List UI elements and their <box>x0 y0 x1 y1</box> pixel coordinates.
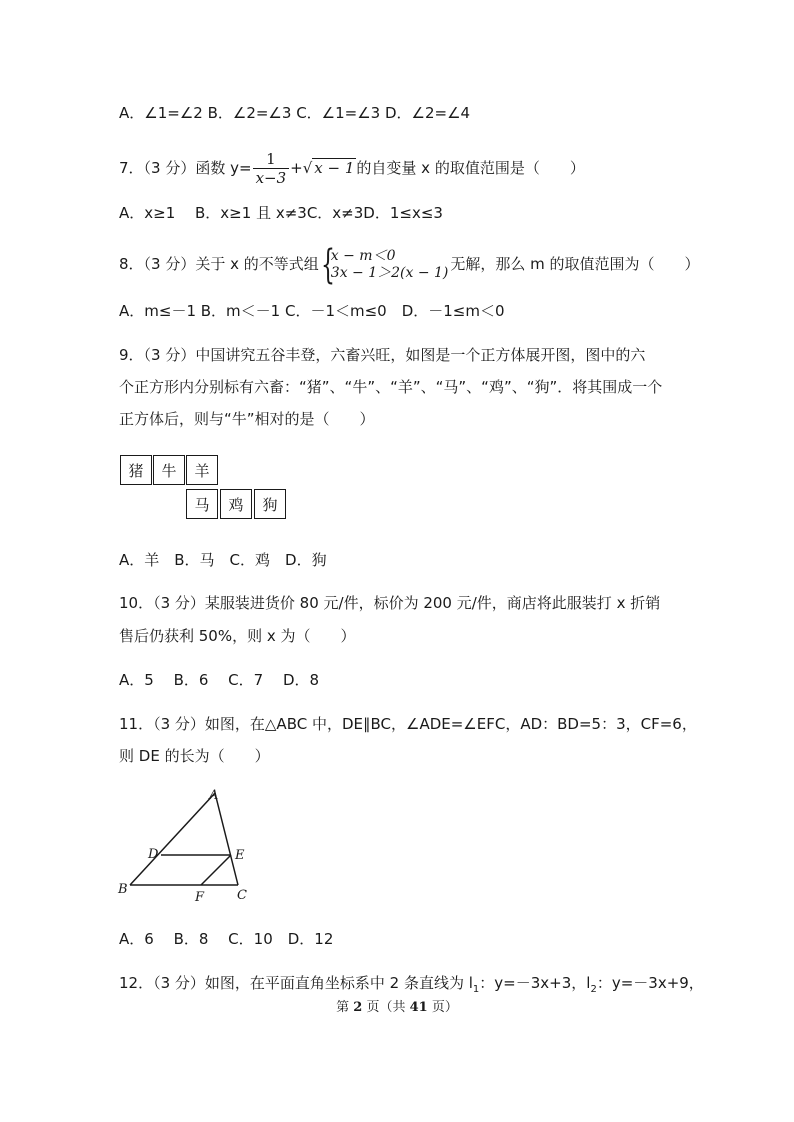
net-cell-horse: 马 <box>186 489 218 519</box>
q8-eq2: 3x − 1＞2(x − 1) <box>330 264 449 281</box>
triangle-figure <box>110 783 270 908</box>
q8-suffix: 无解，那么 m 的取值范围为（ ） <box>450 255 700 273</box>
q12-prefix: 12．（3 分）如图，在平面直角坐标系中 2 条直线为 l <box>119 974 473 992</box>
q12-suffix: ：y=－3x+9， <box>596 974 704 992</box>
q9-line2: 个正方形内分别标有六畜：“猪”、“牛”、“羊”、“马”、“鸡”、“狗”．将其围成一个 <box>119 378 663 396</box>
q11-options: A．6 B．8 C．10 D．12 <box>119 930 334 948</box>
q7-prefix: 7．（3 分）函数 y= <box>119 159 252 177</box>
q8-eq1: x − m＜0 <box>330 247 396 264</box>
net-cell-pig: 猪 <box>120 455 152 485</box>
q8-options: A．m≤－1 B．m＜－1 C．－1＜m≤0 D．－1≤m＜0 <box>119 302 505 320</box>
q12-sub1: 1 <box>472 984 480 995</box>
q7-frac-num: 1 <box>253 151 290 169</box>
q7-frac-den: x−3 <box>255 168 287 187</box>
q12-sub2: 2 <box>590 984 597 995</box>
q9-options: A．羊 B．马 C．鸡 D．狗 <box>119 551 327 569</box>
footer-total-pages: 41 <box>409 1000 428 1015</box>
net-cell-chicken: 鸡 <box>220 489 252 519</box>
q7-fraction <box>253 151 290 187</box>
net-cell-ox: 牛 <box>153 455 185 485</box>
page-footer <box>0 996 794 1015</box>
side-ab <box>130 793 215 885</box>
q7-sqrt-sign: √ <box>302 159 313 177</box>
net-cell-sheep: 羊 <box>186 455 218 485</box>
label-f: F <box>195 890 205 905</box>
q8-stem <box>119 241 700 288</box>
q7-stem <box>119 148 585 188</box>
label-d: D <box>148 847 159 862</box>
q7-sqrt <box>303 158 357 177</box>
q9-line3: 正方体后，则与“牛”相对的是（ ） <box>119 410 375 428</box>
label-c: C <box>237 888 247 903</box>
q7-options: A．x≥1 B．x≥1 且 x≠3C．x≠3D．1≤x≤3 <box>119 204 443 222</box>
label-b: B <box>118 882 128 897</box>
segment-ef <box>201 855 231 885</box>
q7-suffix: 的自变量 x 的取值范围是（ ） <box>356 159 585 177</box>
q6-options: A．∠1=∠2 B．∠2=∠3 C．∠1=∠3 D．∠2=∠4 <box>119 104 471 122</box>
q10-line2: 售后仍获利 50%，则 x 为（ ） <box>119 627 356 645</box>
footer-pre: 第 <box>336 1000 354 1015</box>
footer-mid: 页（共 <box>362 1000 410 1015</box>
q7-plus: + <box>290 159 303 177</box>
q8-brace: { <box>320 241 335 288</box>
label-a: A <box>209 788 219 803</box>
cube-net-figure <box>120 455 290 521</box>
q9-line1: 9．（3 分）中国讲究五谷丰登，六畜兴旺，如图是一个正方体展开图，图中的六 <box>119 346 646 364</box>
net-cell-dog: 狗 <box>254 489 286 519</box>
label-e: E <box>235 848 245 863</box>
q12-mid: ：y=－3x+3，l <box>479 974 591 992</box>
side-ac <box>215 793 238 885</box>
q7-sqrt-rad: x − 1 <box>314 159 355 177</box>
q10-options: A．5 B．6 C．7 D．8 <box>119 671 320 689</box>
q11-line2: 则 DE 的长为（ ） <box>119 747 270 765</box>
q11-line1: 11．（3 分）如图，在△ABC 中，DE∥BC，∠ADE=∠EFC，AD：BD=5：3，CF=6， <box>119 715 697 733</box>
footer-page-number: 2 <box>353 1000 363 1015</box>
q8-prefix: 8．（3 分）关于 x 的不等式组 <box>119 255 319 273</box>
footer-post: 页） <box>427 1000 458 1015</box>
q10-line1: 10．（3 分）某服装进货价 80 元/件，标价为 200 元/件，商店将此服装打 x 折销 <box>119 594 661 612</box>
q8-inequality-system <box>320 241 449 288</box>
